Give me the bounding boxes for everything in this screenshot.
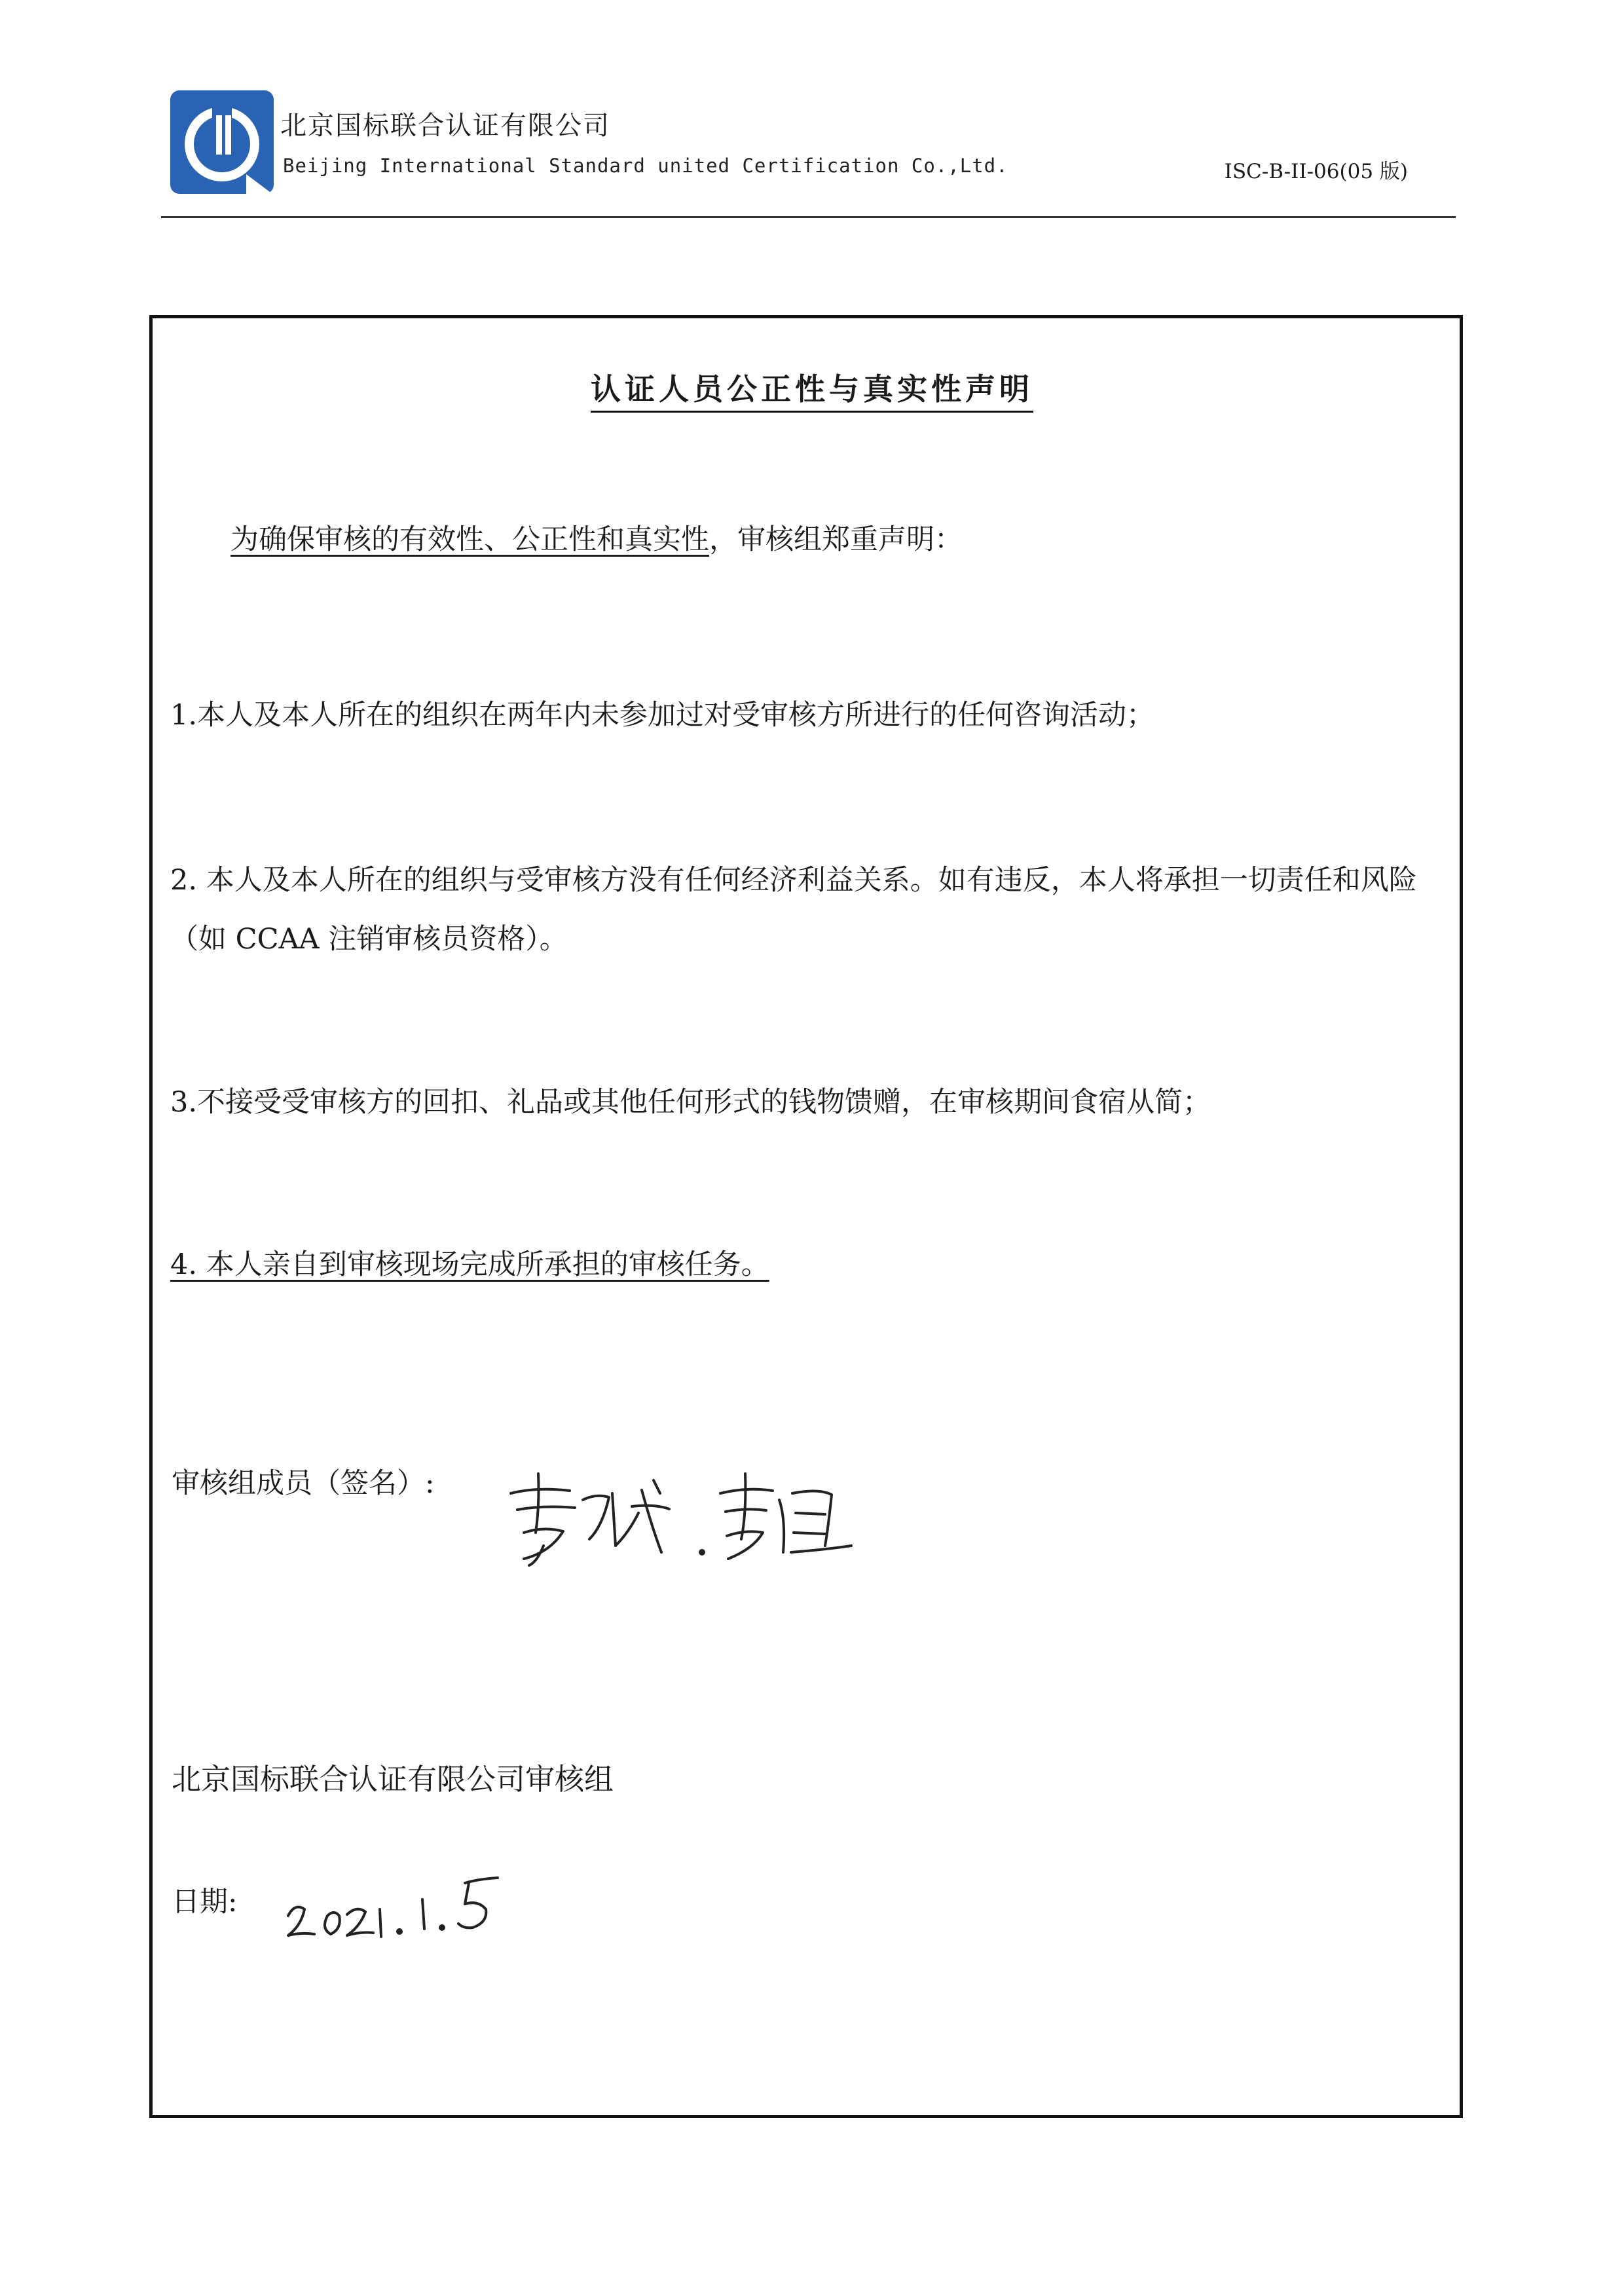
intro-rest: ，审核组郑重声明： [709,523,963,556]
intro-underlined: 为确保审核的有效性、公正性和真实性 [231,523,709,556]
document-code: ISC-B-II-06(05 版) [1224,160,1408,183]
intro-paragraph [231,510,963,569]
header-divider [161,216,1456,218]
audit-team-org: 北京国标联合认证有限公司审核组 [172,1762,614,1797]
document-title-text: 认证人员公正性与真实性声明 [591,371,1033,413]
document-title [0,365,1624,409]
company-logo [169,89,275,195]
company-name-en: Beijing International Standard united Certification Co.,Ltd. [283,155,1008,177]
handwritten-date [282,1863,517,1949]
signature-label: 审核组成员（签名）: [172,1467,435,1500]
date-label: 日期: [172,1886,238,1918]
declaration-item-2: 2. 本人及本人所在的组织与受审核方没有任何经济利益关系。如有违反，本人将承担一切责任和风险（如 CCAA 注销审核员资格）。 [170,864,1417,956]
company-name-cn: 北京国标联合认证有限公司 [280,111,610,141]
handwritten-signatures [498,1454,864,1585]
declaration-frame [149,315,1463,2118]
declaration-item-3: 3.不接受受审核方的回扣、礼品或其他任何形式的钱物馈赠，在审核期间食宿从简； [170,1086,1211,1119]
declaration-item-4: 4. 本人亲自到审核现场完成所承担的审核任务。 [170,1248,769,1281]
declaration-item-1: 1.本人及本人所在的组织在两年内未参加过对受审核方所进行的任何咨询活动； [170,699,1155,732]
